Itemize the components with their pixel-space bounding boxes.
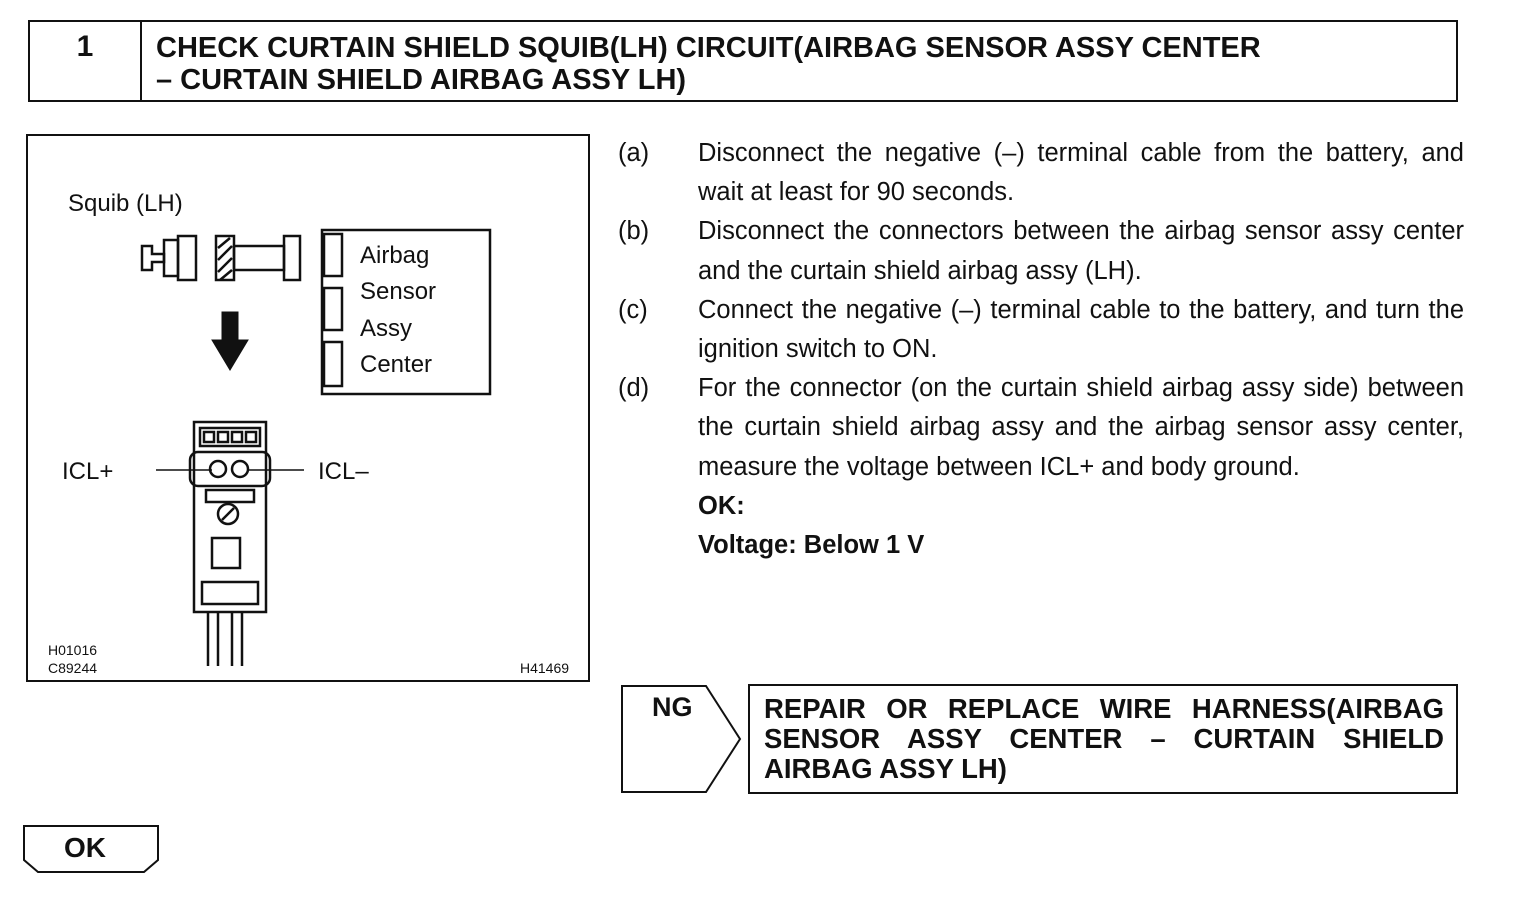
- step-a: [618, 134, 1464, 212]
- icl-minus-label: ICL–: [318, 458, 369, 485]
- step-number: 1: [30, 22, 142, 100]
- ng-label: NG: [652, 692, 693, 722]
- step-text: Disconnect the connectors between the airbag sensor assy center and the curtain shield airbag assy (LH).: [698, 217, 1464, 285]
- step-text: For the connector (on the curtain shield airbag assy side) between the curtain shield airbag assy and the airbag sensor assy center, measure the voltage between ICL+ and body ground.: [698, 374, 1464, 481]
- ng-arrow-badge: [620, 684, 744, 794]
- step-title-line1: CHECK CURTAIN SHIELD SQUIB(LH) CIRCUIT(AIRBAG SENSOR ASSY CENTER: [156, 32, 1261, 64]
- ok-badge-label: OK: [64, 832, 106, 863]
- sensor-label-center: Center: [360, 351, 433, 378]
- figure-code-3: H41469: [520, 660, 570, 676]
- ok-spec-heading: OK:: [698, 491, 745, 520]
- step-c: [618, 291, 1464, 369]
- step-title-line2: – CURTAIN SHIELD AIRBAG ASSY LH): [156, 64, 687, 96]
- step-label: (b): [618, 217, 650, 246]
- ok-arrow-badge: [22, 824, 162, 874]
- connector-diagram: [26, 134, 590, 682]
- figure-code-2: C89244: [48, 660, 98, 676]
- step-header: [28, 20, 1458, 102]
- step-d: [618, 369, 1464, 487]
- step-label: (a): [618, 139, 650, 167]
- ok-spec-value: Voltage: Below 1 V: [698, 531, 925, 560]
- step-text: Disconnect the negative (–) terminal cable from the battery, and wait at least for 90 seconds.: [698, 139, 1464, 207]
- step-label: (d): [618, 374, 650, 403]
- icl-plus-label: ICL+: [62, 458, 114, 485]
- step-label: (c): [618, 295, 648, 324]
- step-text: Connect the negative (–) terminal cable to the battery, and turn the ignition switch to ON.: [698, 295, 1464, 364]
- figure-code-1: H01016: [48, 642, 98, 658]
- step-b: [618, 212, 1464, 290]
- procedure-steps: [618, 134, 1464, 565]
- sensor-label-assy: Assy: [360, 315, 413, 342]
- ng-result-box: REPAIR OR REPLACE WIRE HARNESS(AIRBAG SENSOR ASSY CENTER – CURTAIN SHIELD AIRBAG ASSY LH): [748, 684, 1458, 794]
- sensor-label-airbag: Airbag: [360, 242, 430, 269]
- step-title: [156, 32, 1446, 96]
- ok-spec: [698, 487, 1464, 565]
- sensor-label-sensor: Sensor: [360, 278, 437, 305]
- squib-label: Squib (LH): [68, 190, 183, 217]
